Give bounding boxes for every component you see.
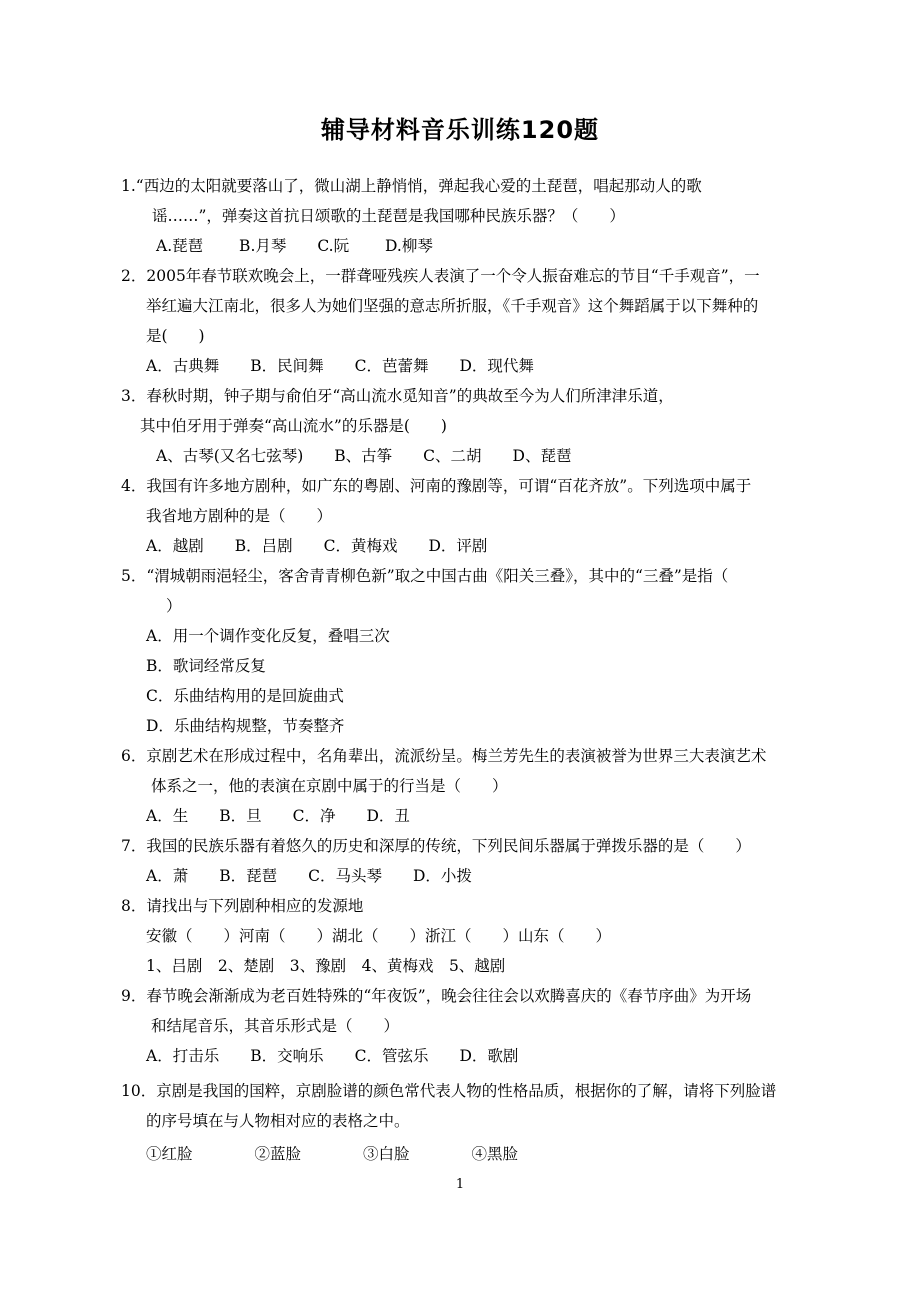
question-7-stem: 7．我国的民族乐器有着悠久的历史和深厚的传统，下列民间乐器属于弹拨乐器的是（ ） xyxy=(121,837,751,855)
page-number: 1 xyxy=(455,1177,465,1192)
question-3-stem-line-1: 3．春秋时期，钟子期与俞伯牙“高山流水觅知音”的典故至今为人们所津津乐道， xyxy=(121,387,674,405)
question-9-stem-line-2: 和结尾音乐，其音乐形式是（ ） xyxy=(151,1017,400,1035)
question-2-options: A．古典舞 B．民间舞 C．芭蕾舞 D．现代舞 xyxy=(146,357,534,375)
question-5-stem-line-2: ） xyxy=(166,597,182,615)
question-2-stem-line-2: 举红遍大江南北，很多人为她们坚强的意志所折服，《千手观音》这个舞蹈属于以下舞种的 xyxy=(146,297,759,315)
question-5-stem-line-1: 5．“渭城朝雨浥轻尘，客舍青青柳色新”取之中国古曲《阳关三叠》，其中的“三叠”是指（ xyxy=(121,567,729,585)
question-1-stem-line-1: 1.“西边的太阳就要落山了，微山湖上静悄悄，弹起我心爱的土琵琶，唱起那动人的歌 xyxy=(121,177,702,195)
question-8-options: 1、吕剧 2、楚剧 3、豫剧 4、黄梅戏 5、越剧 xyxy=(146,957,506,975)
question-1-options: A.琵琶 B.月琴 C.阮 D.柳琴 xyxy=(156,237,433,255)
question-5-option-a: A．用一个调作变化反复，叠唱三次 xyxy=(146,627,390,645)
question-8-stem: 8．请找出与下列剧种相应的发源地 xyxy=(121,897,364,915)
question-10-stem-line-2: 的序号填在与人物相对应的表格之中。 xyxy=(146,1112,410,1130)
document-title: 辅导材料音乐训练120题 xyxy=(320,116,600,144)
question-4-options: A．越剧 B．吕剧 C．黄梅戏 D．评剧 xyxy=(146,537,488,555)
question-4-stem-line-1: 4．我国有许多地方剧种，如广东的粤剧、河南的豫剧等，可谓“百花齐放”。下列选项中属于 xyxy=(121,477,752,495)
question-2-stem-line-1: 2．2005年春节联欢晚会上，一群聋哑残疾人表演了一个令人振奋难忘的节目“千手观音”，一 xyxy=(121,267,760,285)
question-3-stem-line-2: 其中伯牙用于弹奏“高山流水”的乐器是( ) xyxy=(140,417,447,435)
question-9-options: A．打击乐 B．交响乐 C．管弦乐 D．歌剧 xyxy=(146,1047,519,1065)
question-6-stem-line-2: 体系之一，他的表演在京剧中属于的行当是（ ） xyxy=(151,777,508,795)
question-7-options: A．萧 B．琵琶 C．马头琴 D．小拨 xyxy=(146,867,472,885)
question-5-option-c: C．乐曲结构用的是回旋曲式 xyxy=(146,687,344,705)
question-8-blanks: 安徽（ ）河南（ ）湖北（ ）浙江（ ）山东（ ） xyxy=(146,927,612,945)
question-10-stem-line-1: 10．京剧是我国的国粹，京剧脸谱的颜色常代表人物的性格品质，根据你的了解，请将下列脸谱 xyxy=(121,1082,777,1100)
question-1-stem-line-2: 谣……”，弹奏这首抗日颂歌的土琵琶是我国哪种民族乐器？（ ） xyxy=(152,207,625,225)
question-5-option-d: D．乐曲结构规整，节奏整齐 xyxy=(146,717,345,735)
question-4-stem-line-2: 我省地方剧种的是（ ） xyxy=(146,507,333,525)
question-6-options: A．生 B．旦 C．净 D．丑 xyxy=(146,807,410,825)
question-6-stem-line-1: 6．京剧艺术在形成过程中，名角辈出，流派纷呈。梅兰芳先生的表演被誉为世界三大表演艺术 xyxy=(121,747,767,765)
question-9-stem-line-1: 9．春节晚会渐渐成为老百姓特殊的“年夜饭”，晚会往往会以欢腾喜庆的《春节序曲》为开场 xyxy=(121,987,752,1005)
question-2-stem-line-3: 是( ) xyxy=(146,327,205,345)
question-3-options: A、古琴(又名七弦琴) B、古筝 C、二胡 D、琵琶 xyxy=(156,447,572,465)
question-10-options: ①红脸 ②蓝脸 ③白脸 ④黑脸 xyxy=(146,1145,519,1163)
question-5-option-b: B．歌词经常反复 xyxy=(146,657,266,675)
